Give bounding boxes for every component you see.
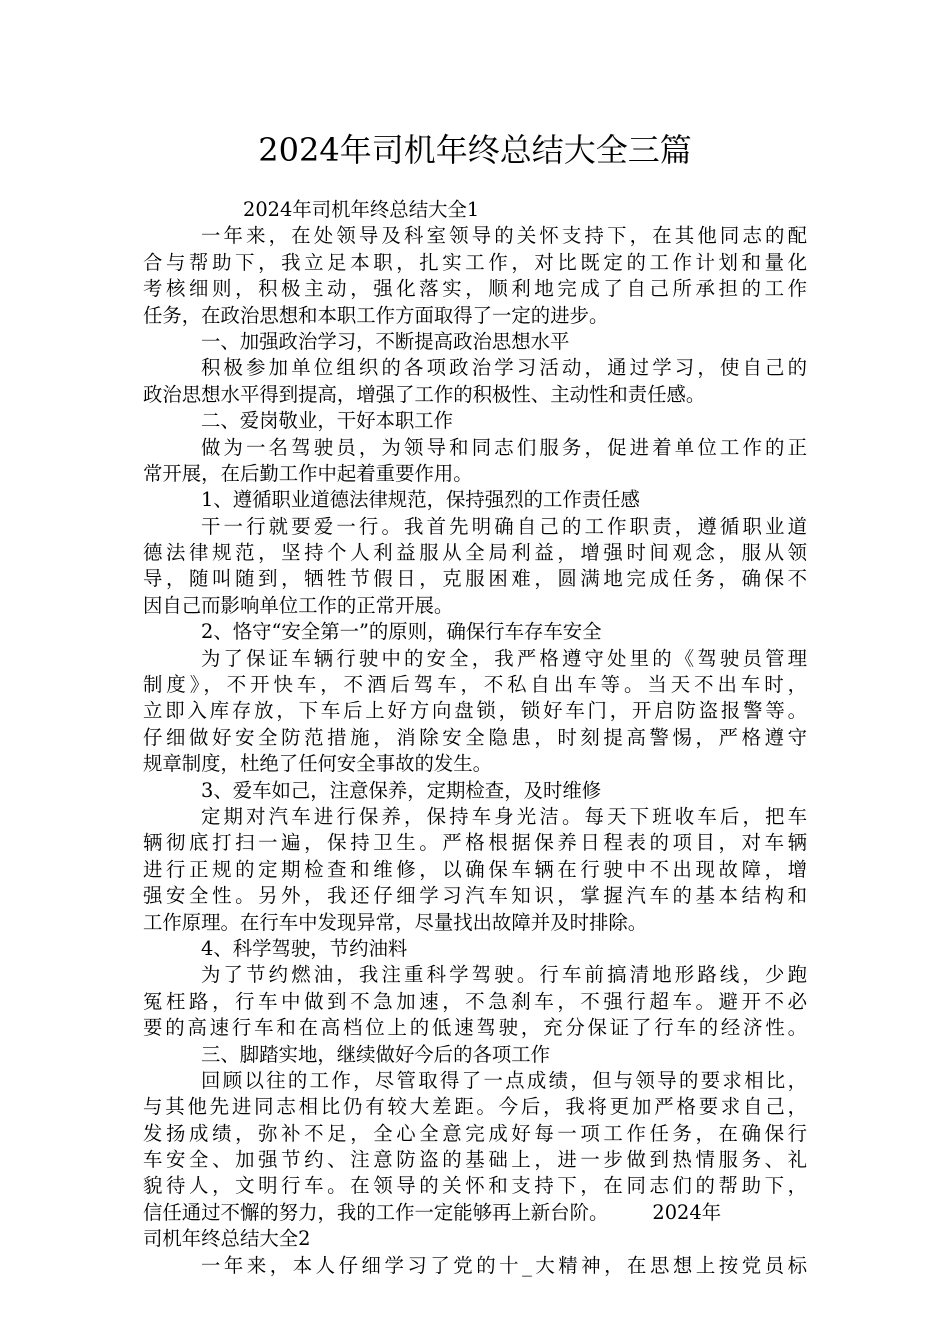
paragraph-line: 干一行就要爱一行。我首先明确自己的工作职责，遵循职业道 — [201, 514, 807, 538]
subheading: 一、加强政治学习，不断提高政治思想水平 — [201, 329, 570, 353]
paragraph-line: 考核细则，积极主动，强化落实，顺利地完成了自己所承担的工作 — [143, 277, 807, 301]
paragraph-line: 积极参加单位组织的各项政治学习活动，通过学习，使自己的 — [201, 356, 807, 380]
paragraph-line: 规章制度，杜绝了任何安全事故的发生。 — [143, 752, 493, 776]
subheading: 4、科学驾驶，节约油料 — [201, 936, 408, 960]
paragraph-line: 辆彻底打扫一遍，保持卫生。严格根据保养日程表的项目，对车辆 — [143, 831, 807, 855]
paragraph-line: 因自己而影响单位工作的正常开展。 — [143, 593, 454, 617]
paragraph-line: 强安全性。另外，我还仔细学习汽车知识，掌握汽车的基本结构和 — [143, 884, 807, 908]
paragraph-line: 冤枉路，行车中做到不急加速，不急刹车，不强行超车。避开不必 — [143, 989, 807, 1013]
paragraph-line: 发扬成绩，弥补不足，全心全意完成好每一项工作任务，在确保行 — [143, 1121, 807, 1145]
subheading: 3、爱车如己，注意保养，定期检查，及时维修 — [201, 778, 602, 802]
paragraph-line: 合与帮助下，我立足本职，扎实工作，对比既定的工作计划和量化 — [143, 250, 807, 274]
paragraph-line: 导，随叫随到，牺牲节假日，克服困难，圆满地完成任务，确保不 — [143, 567, 807, 591]
paragraph-line: 一年来，本人仔细学习了党的十_大精神，在思想上按党员标 — [201, 1253, 807, 1277]
paragraph-line: 仔细做好安全防范措施，消除安全隐患，时刻提高警惕，严格遵守 — [143, 725, 807, 749]
paragraph-line: 定期对汽车进行保养，保持车身光洁。每天下班收车后，把车 — [201, 804, 807, 828]
paragraph-line: 制度》，不开快车，不酒后驾车，不私自出车等。当天不出车时， — [143, 673, 807, 697]
section-heading: 2024年司机年终总结大全1 — [243, 198, 480, 221]
paragraph-line: 要的高速行车和在高档位上的低速驾驶，充分保证了行车的经济性。 — [143, 1016, 807, 1040]
subheading: 2、恪守“安全第一”的原则，确保行车存车安全 — [201, 620, 602, 644]
paragraph-line: 为了保证车辆行驶中的安全，我严格遵守处里的《驾驶员管理 — [201, 646, 807, 670]
paragraph-line: 与其他先进同志相比仍有较大差距。今后，我将更加严格要求自己， — [143, 1095, 807, 1119]
paragraph-line: 车安全、加强节约、注意防盗的基础上，进一步做到热情服务、礼 — [143, 1148, 807, 1172]
document-body — [143, 197, 807, 1279]
paragraph-line: 回顾以往的工作，尽管取得了一点成绩，但与领导的要求相比， — [201, 1068, 807, 1092]
paragraph-line: 进行正规的定期检查和维修，以确保车辆在行驶中不出现故障，增 — [143, 857, 807, 881]
paragraph-line: 任务，在政治思想和本职工作方面取得了一定的进步。 — [143, 303, 609, 327]
paragraph-line: 政治思想水平得到提高，增强了工作的积极性、主动性和责任感。 — [143, 382, 706, 406]
paragraph-line: 德法律规范，坚持个人利益服从全局利益，增强时间观念，服从领 — [143, 541, 807, 565]
paragraph-line: 做为一名驾驶员，为领导和同志们服务，促进着单位工作的正 — [201, 435, 807, 459]
paragraph-line: 一年来，在处领导及科室领导的关怀支持下，在其他同志的配 — [201, 224, 807, 248]
subheading: 1、遵循职业道德法律规范，保持强烈的工作责任感 — [201, 488, 640, 512]
paragraph-line: 为了节约燃油，我注重科学驾驶。行车前搞清地形路线，少跑 — [201, 963, 807, 987]
subheading: 二、爱岗敬业，干好本职工作 — [201, 409, 454, 433]
paragraph-text: 信任通过不懈的努力，我的工作一定能够再上新台阶。 — [143, 1200, 609, 1224]
paragraph-line: 貌待人，文明行车。在领导的关怀和支持下，在同志们的帮助下， — [143, 1174, 807, 1198]
document-title: 2024年司机年终总结大全三篇 — [258, 131, 692, 169]
paragraph-line: 常开展，在后勤工作中起着重要作用。 — [143, 461, 473, 485]
paragraph-line — [143, 1200, 807, 1226]
section-heading-end: 司机年终总结大全2 — [143, 1227, 311, 1251]
section-heading-start: 2024年 — [652, 1200, 722, 1224]
subheading: 三、脚踏实地，继续做好今后的各项工作 — [201, 1042, 551, 1066]
paragraph-line: 立即入库存放，下车后上好方向盘锁，锁好车门，开启防盗报警等。 — [143, 699, 807, 723]
paragraph-line: 工作原理。在行车中发现异常，尽量找出故障并及时排除。 — [143, 910, 648, 934]
